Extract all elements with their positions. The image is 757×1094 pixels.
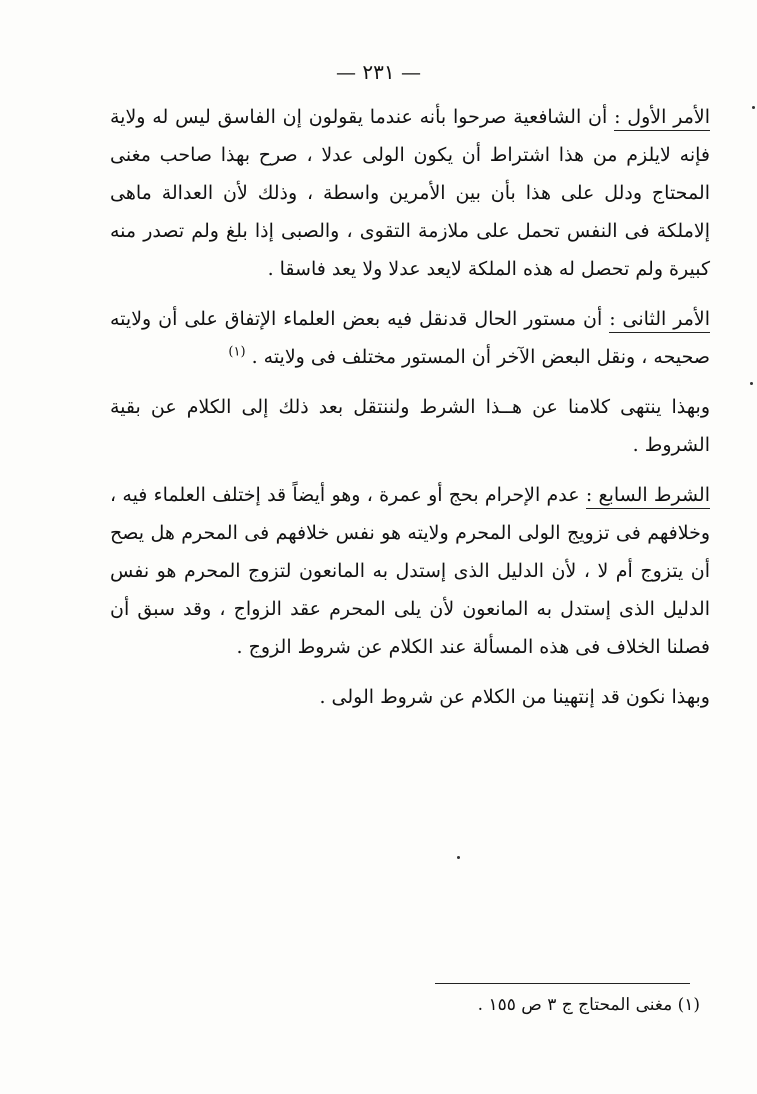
paragraph-heading: الشرط السابع : xyxy=(586,484,710,509)
page-number: — ٢٣١ — xyxy=(336,60,421,84)
footnote: (١) مغنى المحتاج ج ٣ ص ١٥٥ . xyxy=(477,995,700,1015)
footnote-divider xyxy=(435,983,690,984)
scan-speck xyxy=(457,856,460,859)
body-text xyxy=(110,98,710,728)
paragraph-first-matter xyxy=(110,98,710,288)
paragraph-heading: الأمر الثانى : xyxy=(609,308,710,333)
paragraph-conclusion xyxy=(110,678,710,716)
paragraph-text: عدم الإحرام بحج أو عمرة ، وهو أيضاً قد إختلف العلماء فيه ، وخلافهم فى تزويج الولى المحرم ولايته هو نفس خلافهم فى المحرم هل يصح أن يتزوج أم لا ، لأن الدليل الذى إستدل به المانعون لتزوج المحرم هو نفس الدليل الذى إستدل به المانعون لأن يلى المحرم عقد الزواج ، وقد سبق أن فصلنا الخلاف فى هذه المسألة عند الكلام عن شروط الزوج . xyxy=(110,484,710,658)
paragraph-transition xyxy=(110,388,710,464)
footnote-marker: (١) xyxy=(228,344,246,360)
paragraph-heading: الأمر الأول : xyxy=(614,106,710,131)
paragraph-text: وبهذا ينتهى كلامنا عن هــذا الشرط ولننتقل بعد ذلك إلى الكلام عن بقية الشروط . xyxy=(110,396,710,456)
scan-speck xyxy=(750,382,753,385)
paragraph-seventh-condition xyxy=(110,476,710,666)
scan-speck xyxy=(752,106,755,109)
paragraph-text: أن الشافعية صرحوا بأنه عندما يقولون إن الفاسق ليس له ولاية فإنه لايلزم من هذا اشتراط أن يكون الولى عدلا ، صرح بهذا صاحب مغنى المحتاج ودلل على هذا بأن بين الأمرين واسطة ، وذلك لأن العدالة ماهى إلاملكة فى النفس تحمل على ملازمة التقوى ، والصبى إذا بلغ ولم تصدر منه كبيرة ولم تحصل له هذه الملكة لايعد عدلا ولا يعد فاسقا . xyxy=(110,106,710,280)
paragraph-text: أن مستور الحال قدنقل فيه بعض العلماء الإتفاق على أن ولايته صحيحه ، ونقل البعض الآخر أن المستور مختلف فى ولايته . xyxy=(110,308,710,368)
paragraph-second-matter xyxy=(110,300,710,376)
paragraph-text: وبهذا نكون قد إنتهينا من الكلام عن شروط الولى . xyxy=(319,686,710,708)
